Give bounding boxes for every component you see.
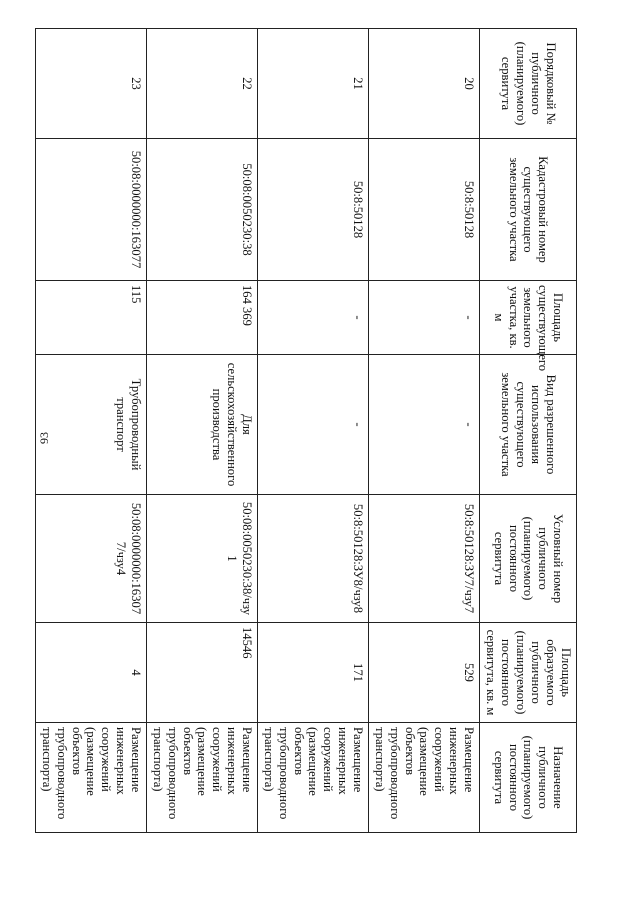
cell-permitted-use: - bbox=[257, 355, 368, 495]
cell-cadastral-number: 50:8:50128 bbox=[368, 139, 479, 281]
table-row bbox=[257, 29, 368, 833]
cell-servitude-area: 4 bbox=[35, 623, 146, 723]
cell-plot-area: 164 369 bbox=[146, 281, 257, 355]
cell-servitude-number: 22 bbox=[146, 29, 257, 139]
header-servitude-number: Порядковый № публичного (планируемого) сервитута bbox=[480, 29, 577, 139]
cell-servitude-area: 529 bbox=[368, 623, 479, 723]
table-row bbox=[146, 29, 257, 833]
header-servitude-area: Площадь образуемого публичного (планируемого) постоянного сервитута, кв. м bbox=[480, 623, 577, 723]
cell-cadastral-number: 50:8:50128 bbox=[257, 139, 368, 281]
cell-cadastral-number: 50:08:0000000:163077 bbox=[35, 139, 146, 281]
cell-plot-area: - bbox=[257, 281, 368, 355]
header-cadastral-number: Кадастровый номер существующего земельного участка bbox=[480, 139, 577, 281]
cell-conditional-number: 50:08:0000000:163077/чзу4 bbox=[35, 495, 146, 623]
header-servitude-purpose: Назначение публичного (планируемого) постоянного сервитута bbox=[480, 723, 577, 833]
page-number: 93 bbox=[37, 432, 51, 444]
cell-servitude-purpose: Размещение инженерных сооружений (размещение объектов трубопроводного транспорта) bbox=[146, 723, 257, 833]
cell-permitted-use: - bbox=[368, 355, 479, 495]
table-header-row bbox=[480, 29, 577, 833]
cell-servitude-area: 14546 bbox=[146, 623, 257, 723]
header-conditional-number: Условный номер публичного (планируемого) постоянного сервитута bbox=[480, 495, 577, 623]
cell-plot-area: - bbox=[368, 281, 479, 355]
table-row bbox=[368, 29, 479, 833]
cell-permitted-use: Для сельскохозяйственного производства bbox=[146, 355, 257, 495]
cell-servitude-number: 20 bbox=[368, 29, 479, 139]
header-permitted-use: Вид разрешенного использования существующего земельного участка bbox=[480, 355, 577, 495]
servitude-table bbox=[35, 28, 577, 833]
cell-cadastral-number: 50:08:0050230:38 bbox=[146, 139, 257, 281]
header-plot-area: Площадь существующего земельного участка, кв. м bbox=[480, 281, 577, 355]
cell-conditional-number: 50:8:50128:ЗУ8/чзу8 bbox=[257, 495, 368, 623]
cell-permitted-use: Трубопроводный транспорт bbox=[35, 355, 146, 495]
cell-plot-area: 115 bbox=[35, 281, 146, 355]
table-row bbox=[35, 29, 146, 833]
cell-servitude-number: 23 bbox=[35, 29, 146, 139]
cell-conditional-number: 50:8:50128:ЗУ7/чзу7 bbox=[368, 495, 479, 623]
cell-servitude-area: 171 bbox=[257, 623, 368, 723]
cell-conditional-number: 50:08:0050230:38/чзу1 bbox=[146, 495, 257, 623]
cell-servitude-purpose: Размещение инженерных сооружений (размещение объектов трубопроводного транспорта) bbox=[257, 723, 368, 833]
cell-servitude-purpose: Размещение инженерных сооружений (размещение объектов трубопроводного транспорта) bbox=[35, 723, 146, 833]
cell-servitude-purpose: Размещение инженерных сооружений (размещение объектов трубопроводного транспорта) bbox=[368, 723, 479, 833]
cell-servitude-number: 21 bbox=[257, 29, 368, 139]
